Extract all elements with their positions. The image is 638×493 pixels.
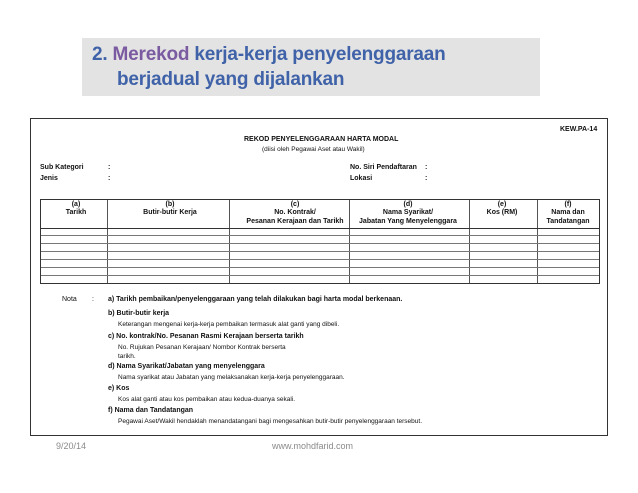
note-e-title: e) Kos xyxy=(108,385,130,392)
note-e-text: Kos alat ganti atau kos pembaikan atau kedua-duanya sekali. xyxy=(118,396,296,403)
footer-website: www.mohdfarid.com xyxy=(272,441,354,451)
note-d-title: d) Nama Syarikat/Jabatan yang menyelenggara xyxy=(108,363,265,370)
lokasi-colon: : xyxy=(425,175,428,182)
note-c-text2: tarikh. xyxy=(118,353,136,360)
col-d-line1: Nama Syarikat/ xyxy=(382,209,434,216)
note-f-title: f) Nama dan Tandatangan xyxy=(108,407,194,414)
form-subheading: (diisi oleh Pegawai Aset atau Wakil) xyxy=(262,146,365,153)
note-b-text: Keterangan mengenai kerja-kerja pembaikan termasuk alat ganti yang dibeli. xyxy=(118,321,340,328)
note-d-text: Nama syarikat atau Jabatan yang melaksanakan kerja-kerja penyelenggaraan. xyxy=(118,374,345,381)
col-a-label: Tarikh xyxy=(65,209,87,216)
sub-kategori-colon: : xyxy=(108,164,111,171)
col-e-letter: (e) xyxy=(497,201,507,208)
title-keyword: Merekod xyxy=(112,44,190,65)
col-b-label: Butir-butir Kerja xyxy=(143,209,197,216)
nota-label: Nota xyxy=(62,296,77,303)
col-f-letter: (f) xyxy=(564,201,572,208)
footer-date: 9/20/14 xyxy=(56,441,87,451)
col-f-line1: Nama dan xyxy=(551,209,585,216)
slide-title-line1: 2. Merekod kerja-kerja penyelenggaraan xyxy=(92,44,446,65)
form-heading: REKOD PENYELENGGARAAN HARTA MODAL xyxy=(244,136,399,143)
col-b-letter: (b) xyxy=(165,201,175,208)
col-d-letter: (d) xyxy=(403,201,413,208)
col-c-letter: (c) xyxy=(290,201,300,208)
col-f-line2: Tandatangan xyxy=(546,218,590,225)
no-siri-label: No. Siri Pendaftaran xyxy=(350,164,417,171)
col-e-label: Kos (RM) xyxy=(486,209,518,216)
slide-title-line2: berjadual yang dijalankan xyxy=(117,69,345,90)
sub-kategori-label: Sub Kategori xyxy=(40,164,84,171)
col-a-letter: (a) xyxy=(71,201,81,208)
jenis-colon: : xyxy=(108,175,111,182)
col-d-line2: Jabatan Yang Menyelenggara xyxy=(359,218,457,225)
col-c-line1: No. Kontrak/ xyxy=(274,209,316,216)
lokasi-label: Lokasi xyxy=(350,175,373,182)
jenis-label: Jenis xyxy=(40,175,58,182)
note-b-title: b) Butir-butir kerja xyxy=(108,310,170,317)
col-c-line2: Pesanan Kerajaan dan Tarikh xyxy=(246,218,344,225)
nota-colon: : xyxy=(92,296,94,303)
note-c-title: c) No. kontrak/No. Pesanan Rasmi Kerajaan berserta tarikh xyxy=(108,333,304,340)
note-a: a) Tarikh pembaikan/penyelenggaraan yang telah dilakukan bagi harta modal berkenaan. xyxy=(108,296,403,303)
note-f-text: Pegawai Aset/Wakil hendaklah menandatangani bagi mengesahkan butir-butir penyelenggaraan tersebut. xyxy=(118,418,423,425)
form-code: KEW.PA-14 xyxy=(560,126,598,133)
no-siri-colon: : xyxy=(425,164,428,171)
note-c-text1: No. Rujukan Pesanan Kerajaan/ Nombor Kontrak berserta xyxy=(118,344,286,351)
